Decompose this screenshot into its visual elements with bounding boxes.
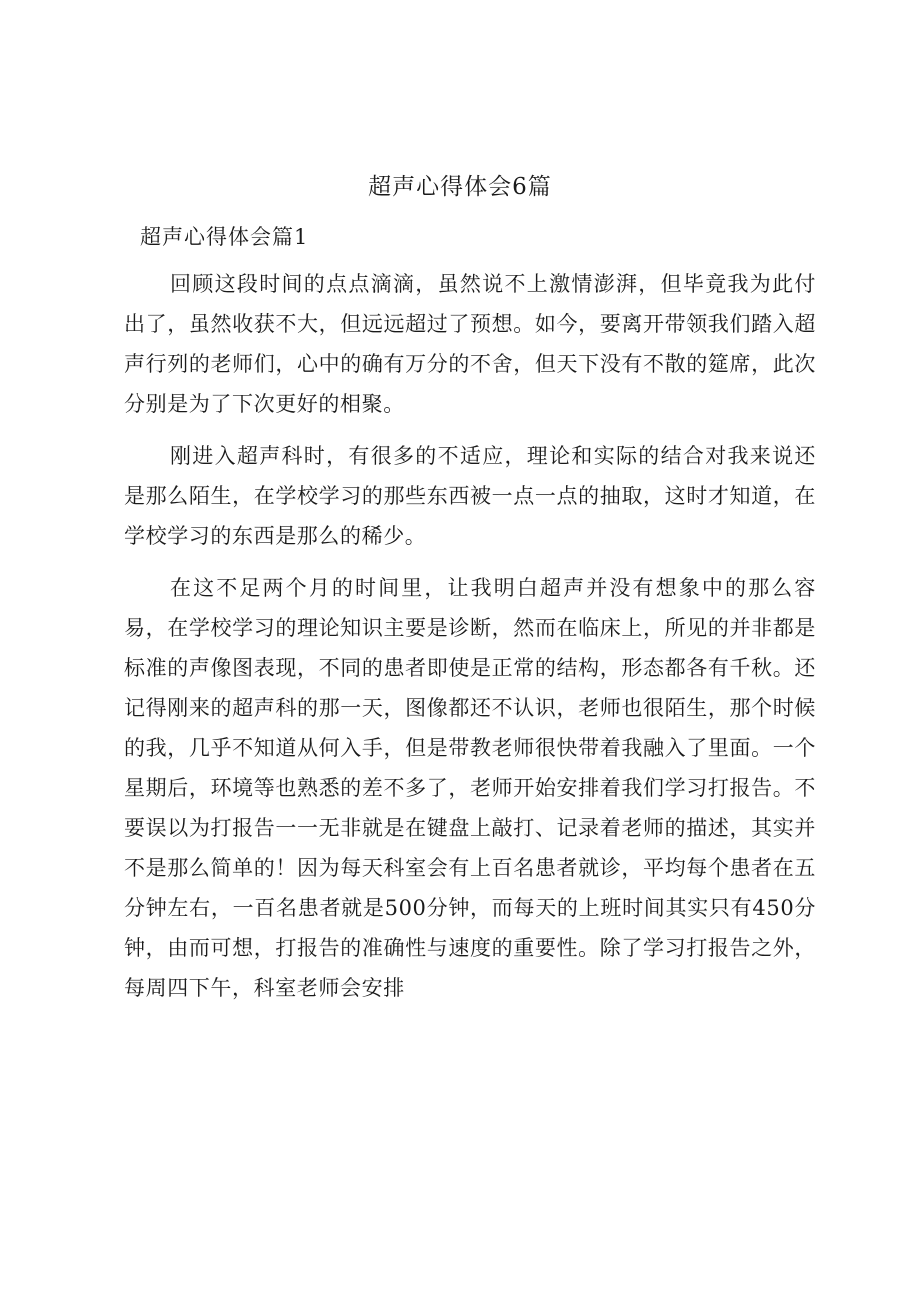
section-heading: 超声心得体会篇1 xyxy=(140,225,309,249)
paragraph-2: 刚进入超声科时，有很多的不适应，理论和实际的结合对我来说还是那么陌生，在学校学习的那些东西被一点一点的抽取，这时才知道，在学校学习的东西是那么的稀少。 xyxy=(124,444,816,548)
paragraph-1: 回顾这段时间的点点滴滴，虽然说不上激情澎湃，但毕竟我为此付出了，虽然收获不大，但远远超过了预想。如今，要离开带领我们踏入超声行列的老师们，心中的确有万分的不舍，但天下没有不散的筵席，此次分别是为了下次更好的相聚。 xyxy=(124,272,816,416)
paragraph-3: 在这不足两个月的时间里，让我明白超声并没有想象中的那么容易，在学校学习的理论知识主要是诊断，然而在临床上，所见的并非都是标准的声像图表现，不同的患者即使是正常的结构，形态都各有千秋。还记得刚来的超声科的那一天，图像都还不认识，老师也很陌生，那个时候的我，几乎不知道从何入手，但是带教老师很快带着我融入了里面。一个星期后，环境等也熟悉的差不多了，老师开始安排着我们学习打报告。不要误以为打报告一一无非就是在键盘上敲打、记录着老师的描述，其实并不是那么简单的！因为每天科室会有上百名患者就诊，平均每个患者在五分钟左右，一百名患者就是500分钟，而每天的上班时间其实只有450分钟，由而可想，打报告的准确性与速度的重要性。除了学习打报告之外，每周四下午，科室老师会安排 xyxy=(124,576,816,1000)
document-title: 超声心得体会6篇 xyxy=(368,174,552,200)
document-body xyxy=(124,264,816,1020)
